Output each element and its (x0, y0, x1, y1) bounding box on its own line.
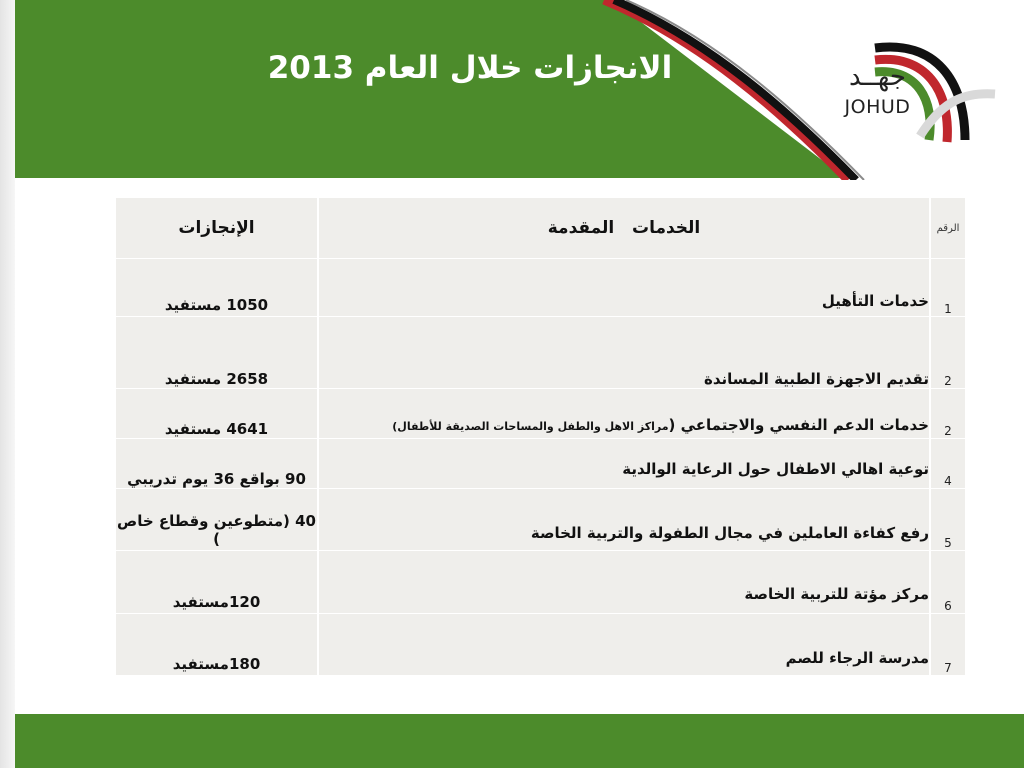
services-table (116, 198, 965, 676)
achievement-cell: 40 (متطوعين وقطاع خاص ) (116, 489, 318, 551)
service-note: مراكز الاهل والطفل والمساحات الصديقة للأطفال) (392, 420, 669, 433)
row-number-cell: 5 (930, 489, 965, 551)
johud-logo (825, 40, 1005, 150)
achievement-cell: 1050 مستفيد (116, 259, 318, 317)
row-number-cell: 7 (930, 614, 965, 676)
service-cell (318, 439, 930, 489)
header-achievements: الإنجازات (116, 198, 318, 259)
service-text: خدمات التأهيل (821, 292, 929, 310)
service-text: تقديم الاجهزة الطبية المساندة (704, 370, 929, 388)
service-text: خدمات الدعم النفسي والاجتماعي ( (668, 416, 929, 434)
service-cell (318, 489, 930, 551)
service-cell (318, 551, 930, 614)
service-text: مدرسة الرجاء للصم (785, 649, 929, 667)
header-number: الرقم (930, 198, 965, 259)
service-text: رفع كفاءة العاملين في مجال الطفولة والتربية الخاصة (530, 524, 929, 542)
achievement-cell: 2658 مستفيد (116, 317, 318, 389)
service-text: توعية اهالي الاطفال حول الرعاية الوالدية (622, 460, 929, 478)
service-cell (318, 614, 930, 676)
table-header-row (116, 198, 965, 259)
achievement-cell: 90 بواقع 36 يوم تدريبي (116, 439, 318, 489)
logo-latin-text: JOHUD (844, 96, 911, 118)
table-row (116, 551, 965, 614)
footer-band (15, 714, 1024, 768)
service-text: مركز مؤتة للتربية الخاصة (744, 585, 929, 603)
row-number-cell: 2 (930, 317, 965, 389)
table-row (116, 614, 965, 676)
table-row (116, 389, 965, 439)
table-row (116, 259, 965, 317)
achievement-cell: 120مستفيد (116, 551, 318, 614)
table-row (116, 489, 965, 551)
table-row (116, 317, 965, 389)
row-number-cell: 4 (930, 439, 965, 489)
header-services: الخدمات المقدمة (318, 198, 930, 259)
johud-logo-mark (825, 40, 1005, 150)
slide-title: الانجازات خلال العام 2013 (267, 50, 673, 86)
table-row (116, 439, 965, 489)
logo-arabic-text: جهــد (849, 62, 906, 92)
achievement-cell: 4641 مستفيد (116, 389, 318, 439)
row-number-cell: 2 (930, 389, 965, 439)
achievement-cell: 180مستفيد (116, 614, 318, 676)
service-cell (318, 317, 930, 389)
service-cell (318, 389, 930, 439)
row-number-cell: 1 (930, 259, 965, 317)
service-cell (318, 259, 930, 317)
row-number-cell: 6 (930, 551, 965, 614)
